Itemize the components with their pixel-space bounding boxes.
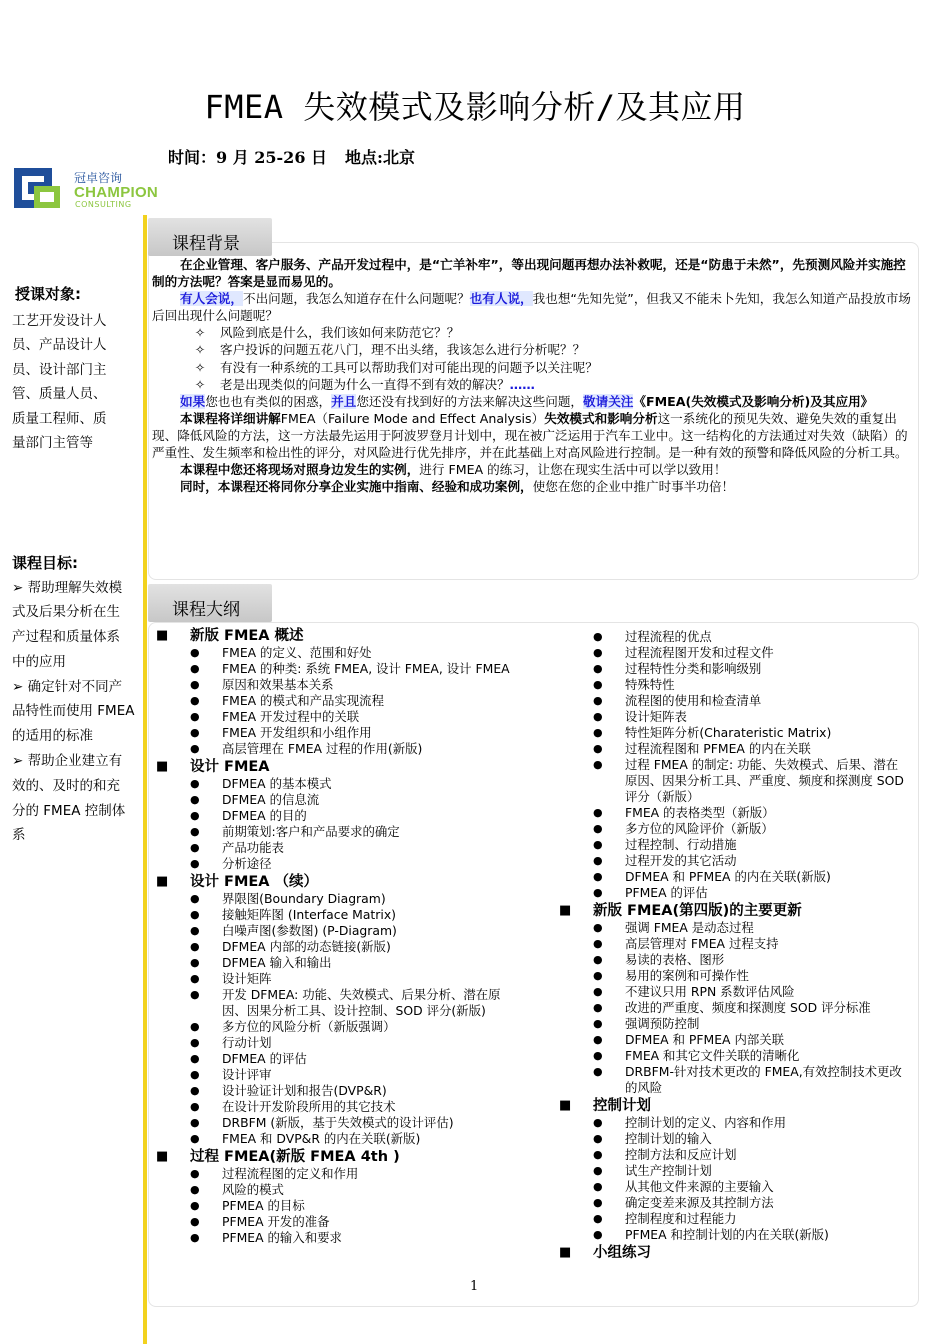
goal-line: 分的 FMEA 控制体: [12, 802, 126, 819]
outline-item: ● 产品功能表: [152, 840, 512, 856]
bg-paragraph-1: 在企业管理、客户服务、产品开发过程中，是“亡羊补牢”，等出现问题再想办法补救呢，还是“防患于未然”，先预测风险并实施控制的方法呢？答案是显而易见的。: [152, 257, 906, 290]
tab-background: [148, 218, 272, 256]
goal-line: 的适用的标准: [12, 728, 93, 745]
outline-item: ● 改进的严重度、频度和探测度 SOD 评分标准: [555, 1000, 905, 1016]
background-text: [152, 256, 916, 495]
outline-item: ● 设计评审: [152, 1067, 512, 1083]
diamond-bullet-icon: ✧: [194, 359, 206, 375]
outline-item: ● FMEA 的模式和产品实现流程: [152, 693, 512, 709]
course-time: 时间：9 月 25-26 日: [168, 148, 328, 167]
outline-section: ■ 过程 FMEA(新版 FMEA 4th ): [152, 1148, 512, 1166]
logo-mark-icon: [14, 168, 60, 208]
audience-text: [12, 309, 136, 456]
outline-item: ● 界限图(Boundary Diagram): [152, 891, 512, 907]
outline-item: ● 控制方法和反应计划: [555, 1147, 905, 1163]
outline-item: ● 控制计划的输入: [555, 1131, 905, 1147]
goal-line: ➢ 帮助理解失效模: [12, 579, 123, 596]
bg-paragraph-6: 同时，本课程还将同你分享企业实施中指南、经验和成功案例，使您在您的企业中推广时事半功倍！: [180, 479, 735, 495]
outline-item: ● 特性矩阵分析(Charateristic Matrix): [555, 725, 905, 741]
audience-block: [12, 282, 136, 456]
bg-paragraph-3: 如果您也也有类似的困惑，并且您还没有找到好的方法来解决这些问题，敬请关注《FMEA(失效模式及影响分析)及其应用》: [180, 393, 874, 409]
outline-item: ● PFMEA 的评估: [555, 885, 905, 901]
audience-line: 工艺开发设计人: [12, 312, 107, 329]
outline-item: ● 原因和效果基本关系: [152, 677, 512, 693]
diamond-bullet-icon: ✧: [194, 325, 206, 341]
outline-item: ● FMEA 的种类: 系统 FMEA, 设计 FMEA, 设计 FMEA: [152, 661, 512, 677]
goal-line: ➢ 帮助企业建立有: [12, 753, 123, 770]
logo-wordmark: CHAMPION: [74, 184, 159, 201]
question-item: [152, 359, 916, 376]
question-item: [152, 324, 916, 341]
outline-item: ● DFMEA 的信息流: [152, 792, 512, 808]
outline-item: ● 设计验证计划和报告(DVP&R): [152, 1083, 512, 1099]
outline-item: ● DRBFM (新版，基于失效模式的设计评估): [152, 1115, 512, 1131]
outline-item: ● DFMEA 和 PFMEA 内部关联: [555, 1032, 905, 1048]
champion-logo: [14, 168, 159, 210]
outline-item: ● PFMEA 和控制计划的内在关联(新版): [555, 1227, 905, 1243]
outline-item: ● 过程控制、行动措施: [555, 837, 905, 853]
outline-item: ● 高层管理对 FMEA 过程支持: [555, 936, 905, 952]
outline-right-column: [555, 629, 905, 1262]
goal-line: 品特性而使用 FMEA: [12, 703, 135, 720]
goals-block: [12, 551, 136, 848]
outline-item: ● 不建议只用 RPN 系数评估风险: [555, 984, 905, 1000]
question-ellipsis: ……: [509, 376, 535, 392]
outline-item: ● FMEA 和 DVP&R 的内在关联(新版): [152, 1131, 512, 1147]
bg-paragraph-2: 有人会说，不出问题，我怎么知道存在什么问题呢？也有人说，我也想“先知先觉”，但我又不能未卜先知，我怎么知道产品投放市场后回出现什么问题呢？: [152, 291, 911, 324]
outline-item: ● 高层管理在 FMEA 过程的作用(新版): [152, 741, 512, 757]
outline-item: ● 试生产控制计划: [555, 1163, 905, 1179]
outline-item: ● FMEA 的定义、范围和好处: [152, 645, 512, 661]
outline-item: ● FMEA 和其它文件关联的清晰化: [555, 1048, 905, 1064]
outline-item: ● 过程流程图的定义和作用: [152, 1166, 512, 1182]
goals-text: [12, 576, 136, 849]
outline-item: ● DFMEA 输入和输出: [152, 955, 512, 971]
outline-item: ● 过程开发的其它活动: [555, 853, 905, 869]
outline-item: ● FMEA 开发组织和小组作用: [152, 725, 512, 741]
question-text: 有没有一种系统的工具可以帮助我们对可能出现的问题予以关注呢？: [220, 359, 598, 375]
outline-item: ● DFMEA 和 PFMEA 的内在关联(新版): [555, 869, 905, 885]
outline-item: ● 流程图的使用和检查清单: [555, 693, 905, 709]
outline-item: ● 在设计开发阶段所用的其它技术: [152, 1099, 512, 1115]
outline-item: ● 白噪声图(参数图) (P-Diagram): [152, 923, 512, 939]
tab-outline-label: 课程大纲: [172, 600, 240, 620]
outline-item: ● 易读的表格、图形: [555, 952, 905, 968]
outline-item: ● 控制程度和过程能力: [555, 1211, 905, 1227]
outline-item: ● PFMEA 的输入和要求: [152, 1230, 512, 1246]
audience-line: 员、设计部门主: [12, 361, 107, 378]
question-item: [152, 376, 916, 393]
outline-item: ● 前期策划:客户和产品要求的确定: [152, 824, 512, 840]
yellow-divider: [143, 215, 147, 1344]
goal-line: 式及后果分析在生: [12, 604, 120, 621]
outline-item: ● 过程流程的优点: [555, 629, 905, 645]
outline-item: ● DFMEA 的评估: [152, 1051, 512, 1067]
bg-paragraph-5: 本课程中您还将现场对照身边发生的实例，进行 FMEA 的练习，让您在现实生活中可以学以致用！: [180, 462, 727, 478]
logo-subtitle: CONSULTING: [75, 200, 132, 209]
outline-item: ● 设计矩阵表: [555, 709, 905, 725]
page-title: FMEA 失效模式及影响分析/及其应用: [204, 88, 746, 126]
outline-item: ● 过程流程图开发和过程文件: [555, 645, 905, 661]
outline-section: ■ 设计 FMEA: [152, 758, 512, 776]
outline-section: ■ 小组练习: [555, 1244, 905, 1262]
goal-line: ➢ 确定针对不同产: [12, 678, 123, 695]
outline-item: ● 强调预防控制: [555, 1016, 905, 1032]
diamond-bullet-icon: ✧: [194, 342, 206, 358]
outline-item: ● DFMEA 的目的: [152, 808, 512, 824]
audience-line: 管、质量人员、: [12, 386, 107, 402]
outline-item: ● 多方位的风险评价（新版）: [555, 821, 905, 837]
outline-item: ● DRBFM-针对技术更改的 FMEA,有效控制技术更改的风险: [555, 1064, 905, 1096]
question-list: [152, 324, 916, 392]
outline-section: ■ 设计 FMEA （续）: [152, 873, 512, 891]
outline-item: ● 从其他文件来源的主要输入: [555, 1179, 905, 1195]
tab-background-label: 课程背景: [172, 234, 240, 254]
outline-item: ● 特殊特性: [555, 677, 905, 693]
outline-item: ● 设计矩阵: [152, 971, 512, 987]
course-meta: [168, 145, 433, 168]
outline-item: ● 强调 FMEA 是动态过程: [555, 920, 905, 936]
outline-item: ● 易用的案例和可操作性: [555, 968, 905, 984]
outline-section: ■ 新版 FMEA 概述: [152, 627, 512, 645]
outline-section: ■ 控制计划: [555, 1097, 905, 1115]
outline-item: ● FMEA 的表格类型（新版）: [555, 805, 905, 821]
outline-item: ● DFMEA 的基本模式: [152, 776, 512, 792]
audience-heading: 授课对象:: [15, 285, 81, 303]
question-text: 客户投诉的问题五花八门，理不出头绪，我该怎么进行分析呢？？: [220, 342, 586, 358]
outline-item: ● DFMEA 内部的动态链接(新版): [152, 939, 512, 955]
outline-item: ● 确定变差来源及其控制方法: [555, 1195, 905, 1211]
goal-line: 中的应用: [12, 653, 66, 670]
outline-item: ● 风险的模式: [152, 1182, 512, 1198]
page-number: 1: [470, 1279, 479, 1294]
question-text: 风险到底是什么，我们该如何来防范它？？: [220, 325, 460, 341]
outline-item: ● 接触矩阵图 (Interface Matrix): [152, 907, 512, 923]
goals-heading: 课程目标:: [12, 554, 78, 572]
outline-item: ● 控制计划的定义、内容和作用: [555, 1115, 905, 1131]
goal-line: 效的、及时的和充: [12, 777, 120, 794]
outline-item: ● 过程流程图和 PFMEA 的内在关联: [555, 741, 905, 757]
outline-section: ■ 新版 FMEA(第四版)的主要更新: [555, 902, 905, 920]
outline-item: ● 开发 DFMEA: 功能、失效模式、后果分析、潜在原因、因果分析工具、设计控制、SOD 评分(新版): [152, 987, 512, 1019]
tab-outline: [148, 584, 272, 622]
outline-item: ● PFMEA 开发的准备: [152, 1214, 512, 1230]
question-text: 老是出现类似的问题为什么一直得不到有效的解决？: [220, 376, 510, 392]
diamond-bullet-icon: ✧: [194, 376, 206, 392]
outline-item: ● FMEA 开发过程中的关联: [152, 709, 512, 725]
outline-item: ● 过程特性分类和影响级别: [555, 661, 905, 677]
outline-item: ● 多方位的风险分析（新版强调）: [152, 1019, 512, 1035]
bg-paragraph-4: 本课程将详细讲解FMEA（Failure Mode and Effect Analysis）失效模式和影响分析这一系统化的预见失效、避免失效的重复出现、降低风险的方法，这一方法最先运用于阿波罗登月计划中，现在被广泛运用于汽车工业中。这一结构化的方法通过对失效（缺陷）的严重性、发生频率和检出性的评分，对风险进行优先排序，并在此基础上对高风险进行控制。是一种有效的预警和降低风险的分析工具。: [152, 410, 908, 461]
course-place: 地点:北京: [345, 148, 415, 167]
goal-line: 系: [12, 827, 26, 844]
outline-item: ● 行动计划: [152, 1035, 512, 1051]
goal-line: 产过程和质量体系: [12, 629, 120, 646]
question-item: [152, 341, 916, 358]
outline-item: ● 过程 FMEA 的制定: 功能、失效模式、后果、潜在原因、因果分析工具、严重度、频度和探测度 SOD 评分（新版）: [555, 757, 905, 805]
audience-line: 员、产品设计人: [12, 337, 107, 353]
audience-line: 质量工程师、质: [12, 410, 107, 427]
logo-chinese-name: 冠卓咨询: [74, 171, 123, 185]
audience-line: 量部门主管等: [12, 435, 93, 451]
outline-item: ● 分析途径: [152, 856, 512, 872]
outline-left-column: [152, 626, 512, 1246]
outline-item: ● PFMEA 的目标: [152, 1198, 512, 1214]
